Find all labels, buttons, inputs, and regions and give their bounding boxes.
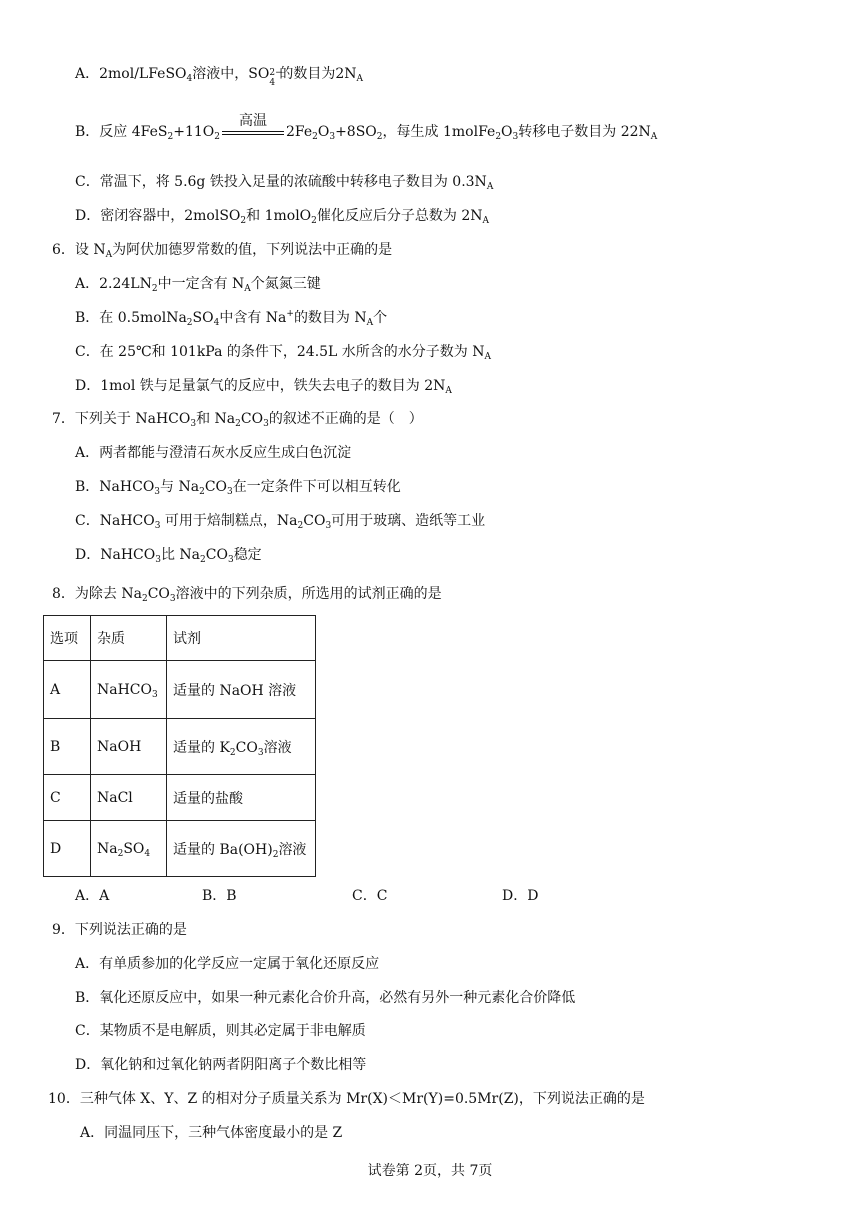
q6-option-a — [75, 274, 321, 294]
text: CO — [204, 479, 228, 495]
text: 2Fe — [285, 124, 313, 140]
text: NaOH — [97, 738, 142, 755]
table-row — [44, 719, 316, 775]
subscript: 3 — [227, 487, 233, 497]
subscript: 4 — [144, 848, 151, 859]
option-label: B． — [75, 124, 100, 140]
q8-choice-b: B．B — [202, 888, 237, 904]
text: 6．设 N — [52, 242, 106, 258]
text: 1mol 铁与足量氯气的反应中，铁失去电子的数目为 2N — [100, 378, 446, 394]
reagent-cell — [167, 775, 316, 821]
subscript: A — [484, 352, 492, 362]
q9-option-a: A．有单质参加的化学反应一定属于氧化还原反应 — [75, 956, 380, 972]
table-row — [44, 821, 316, 877]
q7-option-c — [75, 511, 485, 531]
option-label: C． — [75, 174, 100, 190]
superscript: 2− — [269, 68, 283, 78]
text: Na — [97, 840, 118, 857]
subscript: 2 — [272, 849, 279, 860]
text: 适量的 Ba(OH) — [173, 841, 273, 858]
text: CO — [235, 739, 258, 756]
subscript: 2 — [235, 419, 241, 429]
text: 适量的 K — [173, 739, 230, 756]
subscript: A — [482, 216, 490, 226]
q8-choice-a: A．A — [75, 888, 110, 904]
impurity-cell — [91, 719, 167, 775]
page-footer: 试卷第 2页，共 7页 — [367, 1163, 493, 1179]
subscript: 2 — [141, 594, 148, 604]
q10-option-a: A．同温同压下，三种气体密度最小的是 Z — [80, 1125, 343, 1141]
option-label: B． — [75, 310, 100, 326]
text: 与 Na — [160, 479, 200, 495]
text: 的叙述不正确的是（ ） — [268, 411, 423, 427]
text: 2mol/LFeSO — [99, 66, 187, 82]
q7-option-a — [75, 443, 351, 463]
text: 催化反应后分子总数为 2N — [316, 208, 483, 224]
option-cell: D — [44, 821, 91, 877]
subscript: A — [486, 182, 494, 192]
impurity-cell — [91, 661, 167, 719]
option-label: C． — [75, 344, 100, 360]
subscript: 4 — [186, 74, 193, 84]
text: 可用于玻璃、造纸等工业 — [331, 513, 486, 529]
option-cell: B — [44, 719, 91, 775]
reagents-table — [43, 615, 316, 877]
q9-stem: 9．下列说法正确的是 — [52, 922, 187, 938]
reagent-cell — [167, 661, 316, 719]
text: +11O — [173, 124, 215, 140]
text: 和 1molO — [246, 208, 312, 224]
text: NaHCO — [97, 681, 152, 698]
subscript: 3 — [512, 132, 519, 142]
text: O — [317, 124, 330, 140]
subscript: 2 — [117, 848, 124, 859]
text: 个氮氮三键 — [250, 276, 321, 292]
option-label: B． — [75, 479, 100, 495]
q6-option-d — [75, 376, 452, 396]
q7-stem — [52, 409, 423, 429]
text: CO — [240, 411, 264, 427]
option-label: A． — [75, 276, 100, 292]
subscript: 3 — [329, 132, 336, 142]
q5-option-c — [75, 172, 493, 192]
text: O — [501, 124, 513, 140]
text: 常温下，将 5.6g 铁投入足量的浓硫酸中转移电子数目为 0.3N — [99, 174, 487, 190]
table-row — [44, 661, 316, 719]
subscript: 3 — [325, 521, 332, 531]
q5-option-a — [75, 64, 364, 88]
subscript: 4 — [269, 78, 276, 88]
text: 比 Na — [160, 547, 201, 563]
table-header-row — [44, 616, 316, 661]
text: SO — [123, 840, 145, 857]
subscript: 3 — [155, 555, 161, 565]
text: 8．为除去 Na — [52, 586, 142, 602]
reagent-cell — [167, 821, 316, 877]
text: 适量的盐酸 — [173, 790, 243, 807]
equal-bar-top — [222, 131, 284, 132]
text: 适量的 NaOH 溶液 — [173, 682, 297, 699]
subscript: 2 — [297, 521, 304, 531]
reaction-condition-arrow — [220, 113, 286, 142]
text: 可用于焙制糕点，Na — [160, 513, 298, 529]
q7-option-b — [75, 477, 401, 497]
text: 溶液 — [263, 739, 292, 756]
text: 密闭容器中，2molSO — [100, 208, 241, 224]
q8-stem — [52, 584, 442, 604]
q6-option-b — [75, 308, 387, 328]
text: 2.24LN — [99, 276, 152, 292]
text: SO — [192, 310, 214, 326]
option-label: A． — [75, 66, 100, 82]
option-cell: A — [44, 661, 91, 719]
text: NaHCO — [100, 547, 156, 563]
subscript: 2 — [229, 747, 236, 758]
text: +8SO — [335, 124, 377, 140]
q8-choice-c: C．C — [352, 888, 388, 904]
text: 稳定 — [233, 547, 262, 563]
subscript: A — [105, 250, 113, 260]
subscript: 2 — [495, 132, 502, 142]
option-label: D． — [75, 378, 101, 394]
subscript: 3 — [190, 419, 197, 429]
text: 在 25℃和 101kPa 的条件下，24.5L 水所含的水分子数为 N — [99, 344, 485, 360]
condition-label: 高温 — [238, 113, 267, 129]
text: 在一定条件下可以相互转化 — [232, 479, 401, 495]
q7-option-d — [75, 545, 262, 565]
reagent-cell — [167, 719, 316, 775]
text: 反应 4FeS — [99, 124, 168, 140]
subscript: 2 — [167, 132, 174, 142]
subscript: A — [244, 284, 251, 294]
q9-option-b: B．氧化还原反应中，如果一种元素化合价升高，必然有另外一种元素化合价降低 — [75, 990, 576, 1006]
q9-option-d: D．氧化钠和过氧化钠两者阴阳离子个数比相等 — [75, 1057, 367, 1073]
subscript: 3 — [257, 747, 264, 758]
q5-option-b — [75, 113, 658, 142]
subscript: 3 — [154, 521, 161, 531]
subscript: 2 — [214, 132, 220, 142]
header-impurity: 杂质 — [91, 616, 167, 661]
impurity-cell — [91, 775, 167, 821]
subscript: 2 — [151, 284, 158, 294]
superscript: + — [286, 309, 294, 319]
header-reagent: 试剂 — [167, 616, 316, 661]
option-label: D． — [75, 208, 101, 224]
subscript: 2 — [312, 132, 318, 142]
subscript: 2 — [199, 487, 205, 497]
text: NaHCO — [99, 479, 155, 495]
text: 和 Na — [196, 411, 236, 427]
text: 为阿伏加德罗常数的值，下列说法中正确的是 — [112, 242, 393, 258]
subscript: 2 — [376, 132, 383, 142]
subscript: A — [366, 318, 374, 328]
text: CO — [205, 547, 228, 563]
subscript: A — [650, 132, 658, 142]
q6-stem — [52, 240, 392, 260]
text: 转移电子数目为 22N — [518, 124, 651, 140]
q9-option-c: C．某物质不是电解质，则其必定属于非电解质 — [75, 1023, 366, 1039]
option-label: D． — [75, 547, 101, 563]
q8-choice-d: D．D — [502, 888, 539, 904]
text: 个 — [373, 310, 388, 326]
text: CO — [303, 513, 326, 529]
subscript: 3 — [154, 487, 161, 497]
text: ，每生成 1molFe — [382, 124, 496, 140]
text: 7．下列关于 NaHCO — [52, 411, 191, 427]
subscript: A — [356, 74, 364, 84]
subscript: 4 — [213, 318, 220, 328]
sulfate-ion-charge — [269, 67, 283, 88]
q6-option-c — [75, 342, 491, 362]
text: 的数目为 N — [293, 310, 367, 326]
text: 溶液中，SO — [192, 66, 270, 82]
text: 两者都能与澄清石灰水反应生成白色沉淀 — [99, 445, 352, 461]
text: NaCl — [97, 789, 133, 806]
option-cell: C — [44, 775, 91, 821]
text: 在 0.5molNa — [99, 310, 187, 326]
impurity-cell — [91, 821, 167, 877]
subscript: 2 — [186, 318, 193, 328]
text: 的数目为2N — [279, 66, 357, 82]
option-label: C． — [75, 513, 100, 529]
text: CO — [147, 586, 170, 602]
subscript: 3 — [152, 689, 158, 700]
subscript: 3 — [169, 594, 176, 604]
text: NaHCO — [99, 513, 155, 529]
text: 中含有 Na — [219, 310, 287, 326]
option-label: A． — [75, 445, 100, 461]
subscript: 3 — [263, 419, 269, 429]
subscript: 2 — [200, 555, 206, 565]
q5-option-d — [75, 206, 489, 226]
header-option: 选项 — [44, 616, 91, 661]
subscript: A — [445, 386, 452, 396]
subscript: 2 — [311, 216, 317, 226]
subscript: 2 — [240, 216, 247, 226]
equal-bar-bottom — [222, 134, 284, 135]
table-row — [44, 775, 316, 821]
text: 溶液 — [278, 841, 307, 858]
q10-stem: 10．三种气体 X、Y、Z 的相对分子质量关系为 Mr(X)＜Mr(Y)=0.5Mr(Z)，下列说法正确的是 — [48, 1091, 645, 1107]
subscript: 3 — [227, 555, 234, 565]
text: 溶液中的下列杂质，所选用的试剂正确的是 — [175, 586, 442, 602]
text: 中一定含有 N — [157, 276, 245, 292]
